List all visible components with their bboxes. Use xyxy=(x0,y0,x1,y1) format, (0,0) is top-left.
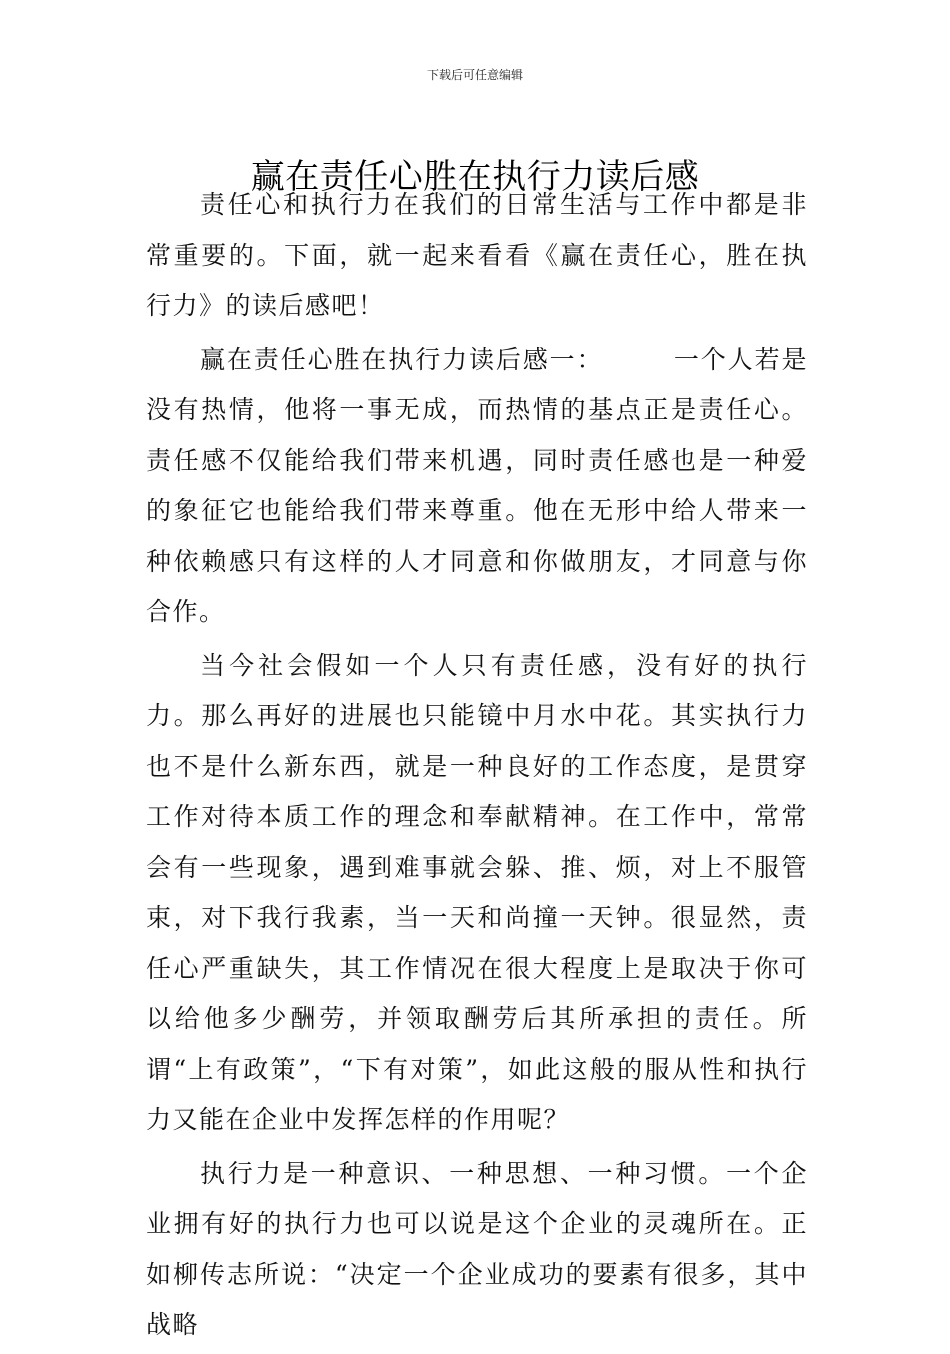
section-1-text: 一个人若是没有热情，他将一事无成，而热情的基点正是责任心。责任感不仅能给我们带来机遇，同时责任感也是一种爱的象征它也能给我们带来尊重。他在无形中给人带来一种依赖感只有这样的人才同意和你做朋友，才同意与你合作。 xyxy=(146,344,808,626)
document-title: 赢在责任心胜在执行力读后感 xyxy=(250,156,700,197)
paragraph-intro: 责任心和执行力在我们的日常生活与工作中都是非常重要的。下面，就一起来看看《赢在责任心，胜在执行力》的读后感吧！ xyxy=(146,190,808,320)
paragraph-awareness: 执行力是一种意识、一种思想、一种习惯。一个企业拥有好的执行力也可以说是这个企业的灵魂所在。正如柳传志所说：“决定一个企业成功的要素有很多，其中战略 xyxy=(146,1158,808,1339)
header-note: 下载后可任意编辑 xyxy=(426,68,523,82)
paragraph-execution: 当今社会假如一个人只有责任感，没有好的执行力。那么再好的进展也只能镜中月水中花。其实执行力也不是什么新东西，就是一种良好的工作态度，是贯穿工作对待本质工作的理念和奉献精神。在工作中，常常会有一些现象，遇到难事就会躲、推、烦，对上不服管束，对下我行我素，当一天和尚撞一天钟。很显然，责任心严重缺失，其工作情况在很大程度上是取决于你可以给他多少酬劳，并领取酬劳后其所承担的责任。所谓“上有政策”，“下有对策”，如此这般的服从性和执行力又能在企业中发挥怎样的作用呢？ xyxy=(146,650,808,1134)
paragraph-section-1 xyxy=(146,335,808,638)
section-1-heading: 赢在责任心胜在执行力读后感一： xyxy=(200,344,604,374)
document-body xyxy=(146,180,808,1354)
